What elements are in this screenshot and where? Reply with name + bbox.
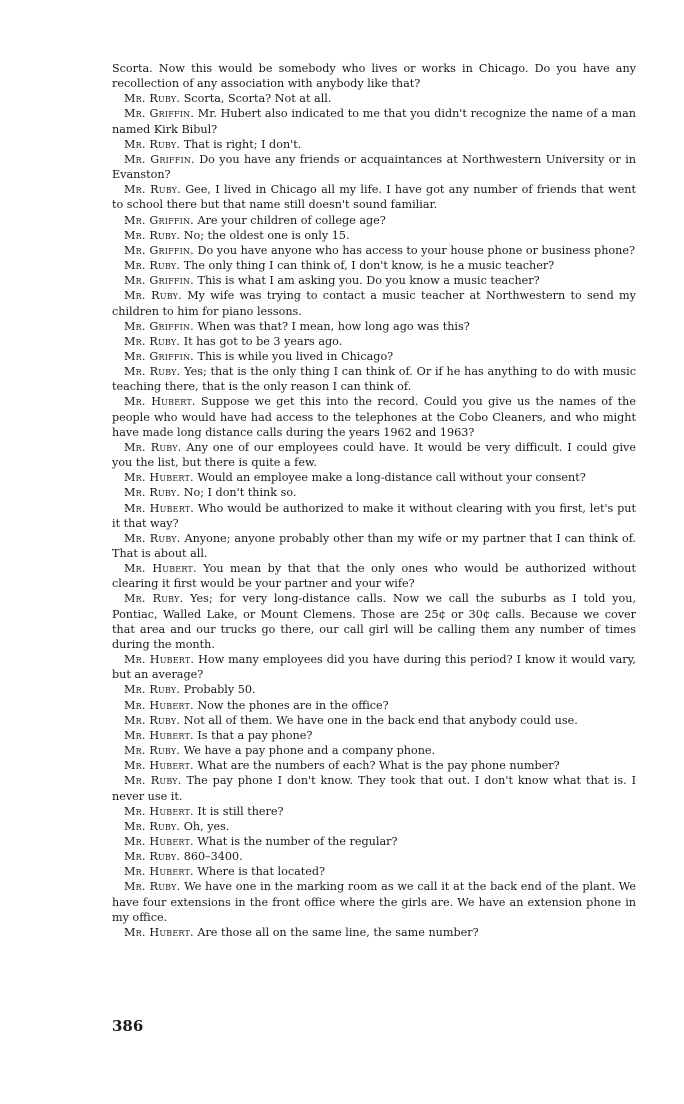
testimony-paragraph [112,652,636,682]
testimony-paragraph [112,819,636,834]
speaker-name: Mr. Hubert. [124,834,194,848]
testimony-paragraph [112,713,636,728]
speaker-name: Mr. Ruby. [124,531,181,545]
testimony-paragraph [112,182,636,212]
paragraph-text: Mr. Hubert also indicated to me that you didn't recognize the name of a man named Kirk Bibul? [112,107,636,136]
testimony-paragraph [112,501,636,531]
testimony-paragraph [112,773,636,803]
paragraph-text: How many employees did you have during this period? I know it would vary, but an average? [112,653,636,682]
speaker-name: Mr. Hubert. [124,728,194,742]
testimony-paragraph [112,698,636,713]
speaker-name: Mr. Griffin. [124,213,194,227]
paragraph-text: No; the oldest one is only 15. [183,228,350,242]
paragraph-text: Scorta. Now this would be somebody who lives or works in Chicago. Do you have any recollection of any association with anybody like that? [112,62,636,91]
paragraph-text: Gee, I lived in Chicago all my life. I have got any number of friends that went to school there but that name still doesn't sound familiar. [112,183,636,212]
speaker-name: Mr. Hubert. [124,804,194,818]
speaker-name: Mr. Ruby. [124,592,184,606]
paragraph-text: The only thing I can think of, I don't know, is he a music teacher? [183,259,555,273]
speaker-name: Mr. Ruby. [124,334,181,348]
paragraph-text: We have one in the marking room as we call it at the back end of the plant. We have four extensions in the front office where the girls are. We have an extension phone in my office. [112,880,636,924]
testimony-paragraph [112,394,636,439]
testimony-paragraph [112,243,636,258]
testimony-paragraph [112,288,636,318]
speaker-name: Mr. Ruby. [124,819,181,833]
speaker-name: Mr. Ruby. [124,137,181,151]
paragraph-text: Do you have anyone who has access to your house phone or business phone? [197,243,635,257]
testimony-paragraph [112,364,636,394]
testimony-paragraph [112,485,636,500]
testimony-paragraph [112,682,636,697]
paragraph-text: You mean by that that the only ones who would be authorized without clearing it first would be your partner and your wife? [112,562,636,591]
speaker-name: Mr. Hubert. [124,925,194,939]
testimony-paragraph [112,334,636,349]
paragraph-text: Do you have any friends or acquaintances at Northwestern University or in Evanston? [112,152,637,182]
paragraph-text: Is that a pay phone? [197,728,313,742]
testimony-paragraph [112,925,636,940]
testimony-paragraph [112,228,636,243]
paragraph-text: Are your children of college age? [197,213,386,227]
paragraph-text: My wife was trying to contact a music teacher at Northwestern to send my children to him for piano lessons. [112,289,636,318]
paragraph-text: Would an employee make a long-distance call without your consent? [197,471,586,485]
speaker-name: Mr. Ruby. [124,683,181,697]
paragraph-text: It is still there? [197,804,284,818]
speaker-name: Mr. Ruby. [124,774,182,788]
paragraph-text: Oh, yes. [183,819,230,833]
testimony-paragraph [112,106,636,136]
testimony-paragraph [112,152,636,182]
testimony-paragraph [112,743,636,758]
paragraph-text: Now the phones are in the office? [197,698,389,712]
paragraph-text: We have a pay phone and a company phone. [183,744,436,758]
speaker-name: Mr. Ruby. [124,259,181,273]
paragraph-text: Not all of them. We have one in the back end that anybody could use. [183,713,578,727]
testimony-paragraph [112,531,636,561]
paragraph-text: Who would be authorized to make it without clearing with you first, let's put it that way? [112,501,636,530]
paragraph-text: What is the number of the regular? [197,834,398,848]
testimony-paragraph [112,879,636,924]
testimony-paragraph [112,91,636,106]
paragraph-text: Any one of our employees could have. It would be very difficult. I could give you the list, but there is quite a few. [112,440,636,470]
speaker-name: Mr. Hubert. [124,471,194,485]
paragraph-text: No; I don't think so. [183,486,297,500]
speaker-name: Mr. Griffin. [124,349,194,363]
testimony-paragraph [112,728,636,743]
testimony-paragraph [112,834,636,849]
speaker-name: Mr. Griffin. [124,243,194,257]
paragraph-text: That is right; I don't. [183,137,302,151]
speaker-name: Mr. Ruby. [124,365,181,379]
paragraph-text: Anyone; anyone probably other than my wife or my partner that I can think of. That is about all. [112,531,636,560]
testimony-paragraph [112,561,636,591]
paragraph-text: This is what I am asking you. Do you know a music teacher? [197,274,540,288]
testimony-paragraph [112,758,636,773]
paragraph-text: 860–3400. [183,850,243,864]
paragraph-text: Scorta, Scorta? Not at all. [183,92,332,106]
speaker-name: Mr. Ruby. [124,486,181,500]
speaker-name: Mr. Hubert. [124,759,194,773]
speaker-name: Mr. Ruby. [124,744,181,758]
testimony-text [112,61,636,940]
testimony-paragraph [112,864,636,879]
testimony-paragraph [112,591,636,652]
testimony-paragraph [112,470,636,485]
speaker-name: Mr. Hubert. [124,698,194,712]
paragraph-text: Are those all on the same line, the same number? [197,925,479,939]
speaker-name: Mr. Griffin. [124,319,194,333]
speaker-name: Mr. Ruby. [124,183,181,197]
speaker-name: Mr. Ruby. [124,228,181,242]
paragraph-text: It has got to be 3 years ago. [183,334,343,348]
speaker-name: Mr. Ruby. [124,880,181,894]
speaker-name: Mr. Hubert. [124,395,196,409]
speaker-name: Mr. Ruby. [124,92,181,106]
paragraph-text: When was that? I mean, how long ago was this? [197,319,470,333]
speaker-name: Mr. Hubert. [124,562,197,576]
paragraph-text: Probably 50. [183,683,256,697]
speaker-name: Mr. Griffin. [124,107,195,121]
speaker-name: Mr. Griffin. [124,274,194,288]
speaker-name: Mr. Hubert. [124,653,195,667]
testimony-paragraph [112,273,636,288]
speaker-name: Mr. Hubert. [124,865,194,879]
paragraph-text: Yes; for very long-distance calls. Now we call the suburbs as I told you, Pontiac, Walled Lake, or Mount Clemens. Those are 25¢ or 30¢ calls. Because we cover that area and our trucks go there, our call girl will be calling them any number of times during the month. [112,592,637,651]
testimony-paragraph [112,849,636,864]
speaker-name: Mr. Ruby. [124,850,181,864]
speaker-name: Mr. Griffin. [124,152,195,166]
paragraph-text: Where is that located? [197,865,326,879]
testimony-paragraph [112,258,636,273]
page-number: 386 [112,1017,144,1035]
speaker-name: Mr. Ruby. [124,713,181,727]
testimony-paragraph [112,137,636,152]
testimony-paragraph [112,319,636,334]
speaker-name: Mr. Ruby. [124,289,182,303]
paragraph-text: Suppose we get this into the record. Could you give us the names of the people who would have had access to the telephones at the Cobo Cleaners, and who might have made long distance calls during the years 1962 and 1963? [112,395,636,439]
speaker-name: Mr. Ruby. [124,440,182,454]
paragraph-text: This is while you lived in Chicago? [197,349,394,363]
paragraph-text: What are the numbers of each? What is the pay phone number? [197,759,560,773]
testimony-paragraph [112,804,636,819]
paragraph-text: The pay phone I don't know. They took that out. I don't know what that is. I never use it. [112,774,637,803]
paragraph-text: Yes; that is the only thing I can think of. Or if he has anything to do with music teaching there, that is the only reason I can think of. [112,365,636,394]
testimony-paragraph [112,440,636,470]
testimony-paragraph [112,61,636,91]
testimony-paragraph [112,213,636,228]
speaker-name: Mr. Hubert. [124,501,195,515]
testimony-paragraph [112,349,636,364]
